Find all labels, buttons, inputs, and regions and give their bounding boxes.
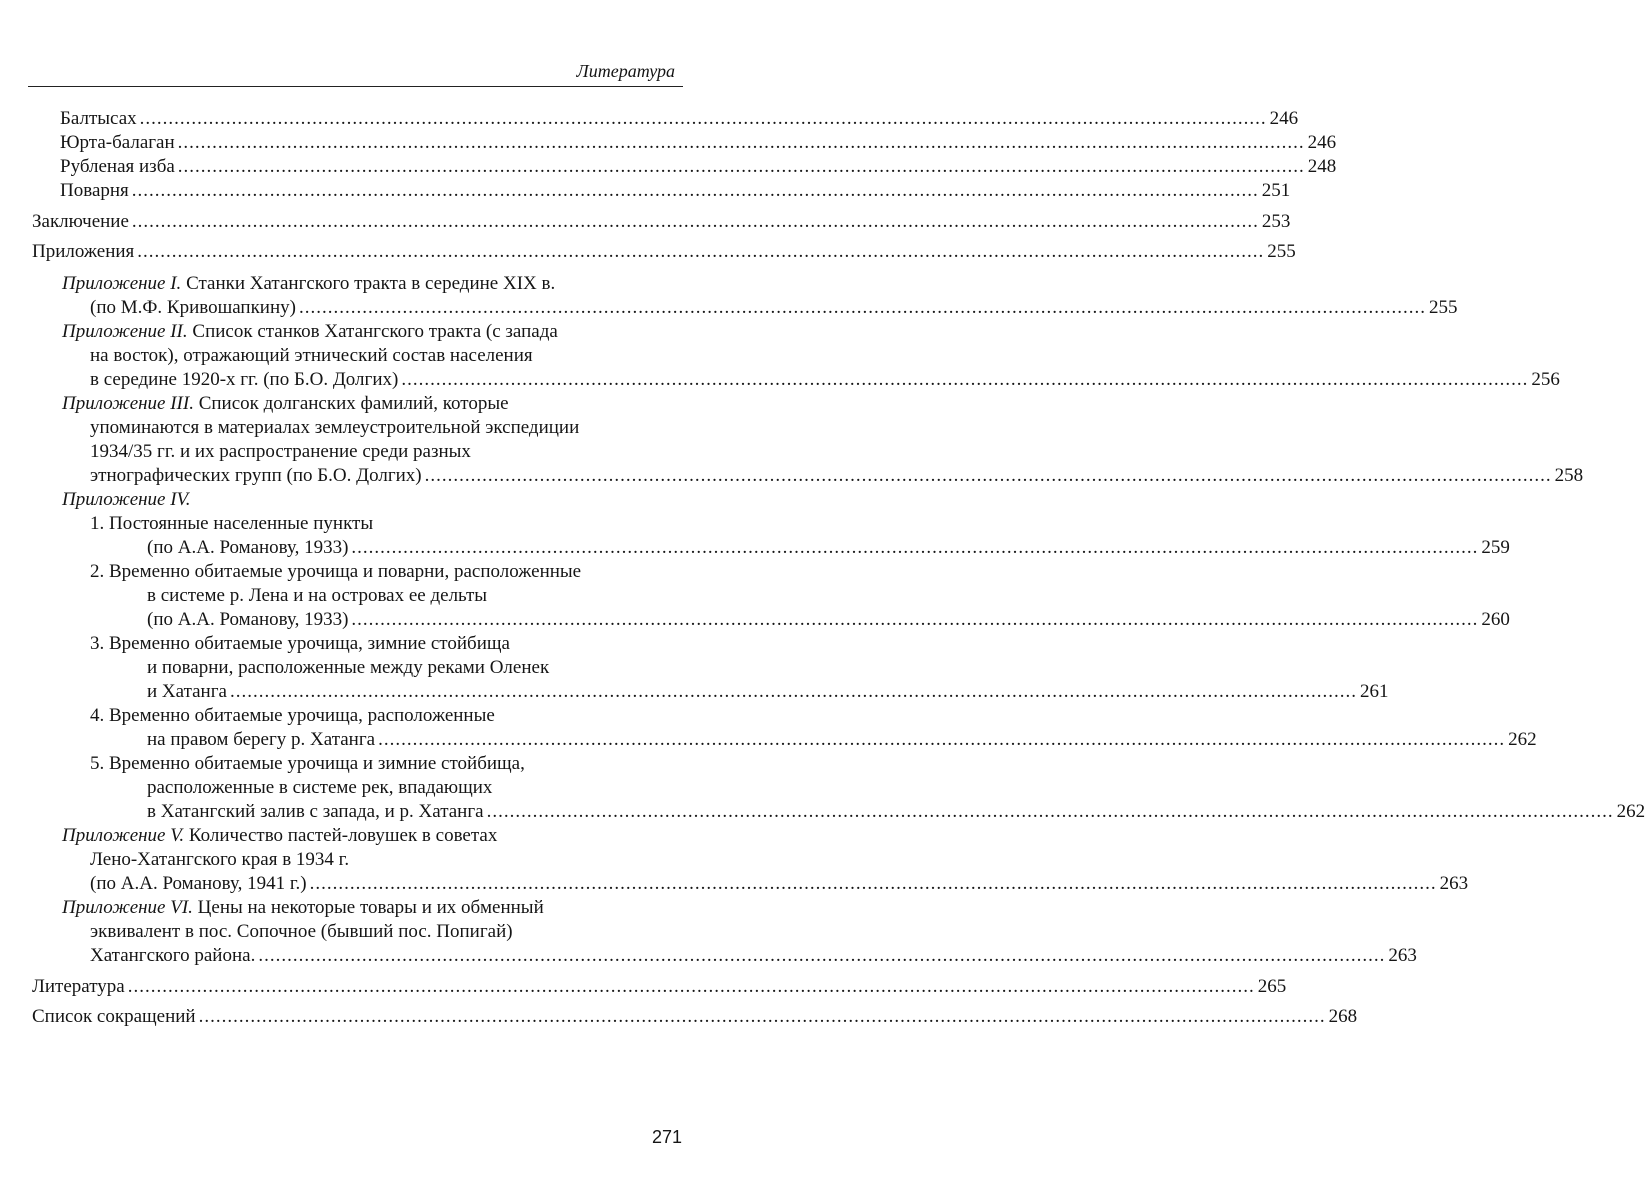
leader-dots: .................................................................................................................................................................................................... bbox=[424, 465, 1552, 486]
toc-page-number: 255 bbox=[1428, 297, 1458, 318]
toc-appendix-4-item-5-line-2: расположенные в системе рек, впадающих bbox=[147, 777, 493, 798]
toc-entry-label: на правом берегу р. Хатанга bbox=[147, 729, 376, 750]
toc-page-number: 253 bbox=[1261, 211, 1291, 232]
toc-entry-label: этнографических групп (по Б.О. Долгих) bbox=[90, 465, 422, 486]
toc-appendix-3-line-2: упоминаются в материалах землеустроительной экспедиции bbox=[90, 417, 580, 438]
toc-appendix-1-line-1[interactable] bbox=[62, 272, 555, 296]
toc-entry-label: Юрта-балаган bbox=[60, 132, 175, 153]
toc-appendix-4-tag[interactable]: Приложение IV. bbox=[62, 489, 191, 510]
toc-page-number: 268 bbox=[1328, 1006, 1358, 1027]
leader-dots: .................................................................................................................................................................................................... bbox=[127, 976, 1255, 997]
toc-appendix-3-line-3: 1934/35 гг. и их распространение среди разных bbox=[90, 441, 471, 462]
toc-appendix-5-line-1[interactable] bbox=[62, 824, 497, 848]
appendix-tag: Приложение III. bbox=[62, 393, 194, 414]
toc-entry-label: Рубленая изба bbox=[60, 156, 175, 177]
leader-dots: .................................................................................................................................................................................................... bbox=[309, 873, 1437, 894]
toc-page-number: 255 bbox=[1267, 241, 1296, 262]
leader-dots: .................................................................................................................................................................................................... bbox=[298, 297, 1426, 318]
toc-entry-label: (по А.А. Романову, 1933) bbox=[147, 609, 349, 630]
toc-entry-abbreviations[interactable] bbox=[32, 1005, 1358, 1029]
leader-dots: .................................................................................................................................................................................................... bbox=[258, 945, 1386, 966]
toc-entry-label: Хатангского района. bbox=[90, 945, 256, 966]
toc-appendix-4-item-5-line-3[interactable] bbox=[147, 800, 1645, 824]
leader-dots: .................................................................................................................................................................................................... bbox=[378, 729, 1506, 750]
toc-page-number: 246 bbox=[1307, 132, 1337, 153]
toc-appendix-2-line-2: на восток), отражающий этнический состав населения bbox=[90, 345, 533, 366]
toc-page-number: 251 bbox=[1261, 180, 1291, 201]
toc-appendix-6-line-1[interactable] bbox=[62, 896, 544, 920]
leader-dots: .................................................................................................................................................................................................... bbox=[177, 156, 1305, 177]
toc-entry-izba[interactable] bbox=[60, 155, 1337, 179]
appendix-tag: Приложение II. bbox=[62, 321, 188, 342]
appendix-title: Список долганских фамилий, которые bbox=[198, 393, 509, 414]
toc-entry-literature[interactable] bbox=[32, 975, 1287, 999]
toc-appendix-6-line-3[interactable] bbox=[90, 944, 1417, 968]
toc-entry-label: Балтысах bbox=[60, 108, 137, 129]
toc-entry-label: Литература bbox=[32, 976, 125, 997]
toc-appendix-4-item-2-line-1[interactable]: 2. Временно обитаемые урочища и поварни, расположенные bbox=[90, 561, 582, 582]
toc-page-number: 262 bbox=[1508, 729, 1537, 750]
toc-entry-appendices[interactable] bbox=[32, 240, 1296, 264]
toc-appendix-4-item-1-line-2[interactable] bbox=[147, 536, 1510, 560]
toc-appendix-2-line-1[interactable] bbox=[62, 320, 558, 344]
toc-entry-label: (по М.Ф. Кривошапкину) bbox=[90, 297, 296, 318]
toc-page-number: 263 bbox=[1439, 873, 1469, 894]
appendix-tag: Приложение I. bbox=[62, 273, 182, 294]
appendix-title: Количество пастей-ловушек в советах bbox=[188, 825, 498, 846]
toc-appendix-4-item-3-line-1[interactable]: 3. Временно обитаемые урочища, зимние стойбища bbox=[90, 633, 510, 654]
toc-entry-baltysakh[interactable] bbox=[60, 107, 1299, 131]
toc-appendix-6-line-2: эквивалент в пос. Сопочное (бывший пос. Попигай) bbox=[90, 921, 513, 942]
page-number: 271 bbox=[651, 1127, 682, 1147]
toc-page-number: 261 bbox=[1359, 681, 1389, 702]
toc-page-number: 248 bbox=[1307, 156, 1337, 177]
leader-dots: .................................................................................................................................................................................................... bbox=[177, 132, 1305, 153]
appendix-title: Цены на некоторые товары и их обменный bbox=[197, 897, 544, 918]
toc-appendix-3-line-1[interactable] bbox=[62, 392, 509, 416]
toc-appendix-5-line-3[interactable] bbox=[90, 872, 1469, 896]
toc-appendix-2-line-3[interactable] bbox=[90, 368, 1560, 392]
leader-dots: .................................................................................................................................................................................................... bbox=[198, 1006, 1326, 1027]
toc-appendix-3-line-4[interactable] bbox=[90, 464, 1584, 488]
appendix-title: Станки Хатангского тракта в середине XIX в. bbox=[186, 273, 556, 294]
toc-page-number: 262 bbox=[1616, 801, 1645, 822]
leader-dots: .................................................................................................................................................................................................... bbox=[401, 369, 1529, 390]
appendix-tag: Приложение V. bbox=[62, 825, 185, 846]
appendix-tag: Приложение VI. bbox=[62, 897, 193, 918]
leader-dots: .................................................................................................................................................................................................... bbox=[131, 211, 1259, 232]
toc-entry-label: и Хатанга bbox=[147, 681, 227, 702]
toc-entry-povarnya[interactable] bbox=[60, 179, 1291, 203]
toc-entry-label: Список сокращений bbox=[32, 1006, 196, 1027]
toc-page-number: 265 bbox=[1257, 976, 1287, 997]
toc-appendix-4-item-2-line-2: в системе р. Лена и на островах ее дельты bbox=[147, 585, 488, 606]
toc-page-number: 256 bbox=[1531, 369, 1560, 390]
leader-dots: .................................................................................................................................................................................................... bbox=[351, 537, 1479, 558]
toc-appendix-4-item-4-line-2[interactable] bbox=[147, 728, 1537, 752]
toc-entry-label: в середине 1920-х гг. (по Б.О. Долгих) bbox=[90, 369, 399, 390]
toc-appendix-4-item-1-line-1[interactable]: 1. Постоянные населенные пункты bbox=[90, 513, 374, 534]
toc-appendix-4-item-3-line-2: и поварни, расположенные между реками Оленек bbox=[147, 657, 550, 678]
leader-dots: .................................................................................................................................................................................................... bbox=[137, 241, 1265, 262]
toc-appendix-1-line-2[interactable] bbox=[90, 296, 1458, 320]
toc-page-number: 260 bbox=[1481, 609, 1510, 630]
toc-page-number: 246 bbox=[1269, 108, 1299, 129]
toc-entry-label: (по А.А. Романову, 1933) bbox=[147, 537, 349, 558]
toc-appendix-5-line-2: Лено-Хатангского края в 1934 г. bbox=[90, 849, 350, 870]
leader-dots: .................................................................................................................................................................................................... bbox=[139, 108, 1267, 129]
leader-dots: .................................................................................................................................................................................................... bbox=[131, 180, 1259, 201]
toc-entry-label: Поварня bbox=[60, 180, 129, 201]
toc-appendix-4-item-3-line-3[interactable] bbox=[147, 680, 1389, 704]
toc-page-number: 258 bbox=[1554, 465, 1584, 486]
toc-page-number: 259 bbox=[1481, 537, 1510, 558]
toc-entry-label: (по А.А. Романову, 1941 г.) bbox=[90, 873, 307, 894]
toc-appendix-4-item-4-line-1[interactable]: 4. Временно обитаемые урочища, расположенные bbox=[90, 705, 495, 726]
toc-appendix-4-item-2-line-3[interactable] bbox=[147, 608, 1510, 632]
leader-dots: .................................................................................................................................................................................................... bbox=[486, 801, 1614, 822]
toc-page-number: 263 bbox=[1388, 945, 1417, 966]
toc-appendix-4-item-5-line-1[interactable]: 5. Временно обитаемые урочища и зимние стойбища, bbox=[90, 753, 525, 774]
toc-entry-yurta-balagan[interactable] bbox=[60, 131, 1337, 155]
toc-entry-label: Заключение bbox=[32, 211, 129, 232]
toc-entry-conclusion[interactable] bbox=[32, 210, 1291, 234]
running-head: Литература bbox=[576, 61, 675, 81]
toc-entry-label: в Хатангский залив с запада, и р. Хатанга bbox=[147, 801, 484, 822]
leader-dots: .................................................................................................................................................................................................... bbox=[229, 681, 1357, 702]
leader-dots: .................................................................................................................................................................................................... bbox=[351, 609, 1479, 630]
appendix-title: Список станков Хатангского тракта (с запада bbox=[192, 321, 558, 342]
toc-entry-label: Приложения bbox=[32, 241, 135, 262]
